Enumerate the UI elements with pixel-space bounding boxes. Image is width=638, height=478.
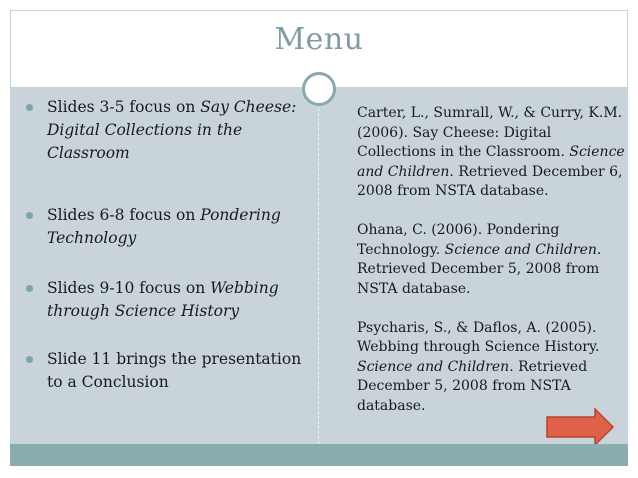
reference-ohana <box>357 221 627 299</box>
menu-item-pondering-technology[interactable] <box>22 204 307 250</box>
arrow-shape <box>547 409 613 445</box>
reference-text: Ohana, C. (2006). Pondering Technology. <box>357 222 560 258</box>
reference-text: Psycharis, S., & Daflos, A. (2005). Webbing through Science History. <box>357 319 600 355</box>
menu-item-prefix: Slides 6-8 focus on <box>47 206 201 224</box>
reference-text: Carter, L., Sumrall, W., & Curry, K.M. (2006). Say Cheese: Digital Collections in the Classroom. <box>357 105 623 160</box>
bullet-dot-icon <box>26 285 33 292</box>
menu-item-conclusion[interactable] <box>22 348 307 394</box>
menu-item-prefix: Slide 11 brings the presentation to a Conclusion <box>47 350 302 391</box>
footer-bar <box>10 444 628 466</box>
reference-text: . Retrieved December 5, 2008 from NSTA database. <box>357 241 602 297</box>
bullet-dot-icon <box>26 356 33 363</box>
menu-item-title: Pondering Technology <box>47 206 281 247</box>
reference-journal: Science and Children <box>357 358 510 375</box>
bullet-dot-icon <box>26 212 33 219</box>
menu-item-title: Say Cheese: Digital Collections in the Classroom <box>47 98 297 162</box>
reference-text: . Retrieved December 5, 2008 from NSTA database. <box>357 358 588 414</box>
column-divider <box>318 88 320 444</box>
menu-item-prefix: Slides 3-5 focus on <box>47 98 201 116</box>
circle-ornament-icon <box>302 72 336 106</box>
references <box>357 104 627 436</box>
reference-psycharis <box>357 319 627 417</box>
reference-journal: Science and Children <box>357 144 625 180</box>
reference-journal: Science and Children <box>444 241 597 258</box>
reference-text: . Retrieved December 6, 2008 from NSTA database. <box>357 163 623 199</box>
menu-item-say-cheese[interactable] <box>22 96 307 165</box>
slide-title: Menu <box>274 22 364 57</box>
menu-item-webbing[interactable] <box>22 277 307 323</box>
bullet-dot-icon <box>26 104 33 111</box>
right-arrow-icon[interactable] <box>545 407 615 447</box>
menu-item-title: Webbing through Science History <box>47 279 279 320</box>
reference-carter <box>357 104 627 202</box>
menu-item-prefix: Slides 9-10 focus on <box>47 279 211 297</box>
